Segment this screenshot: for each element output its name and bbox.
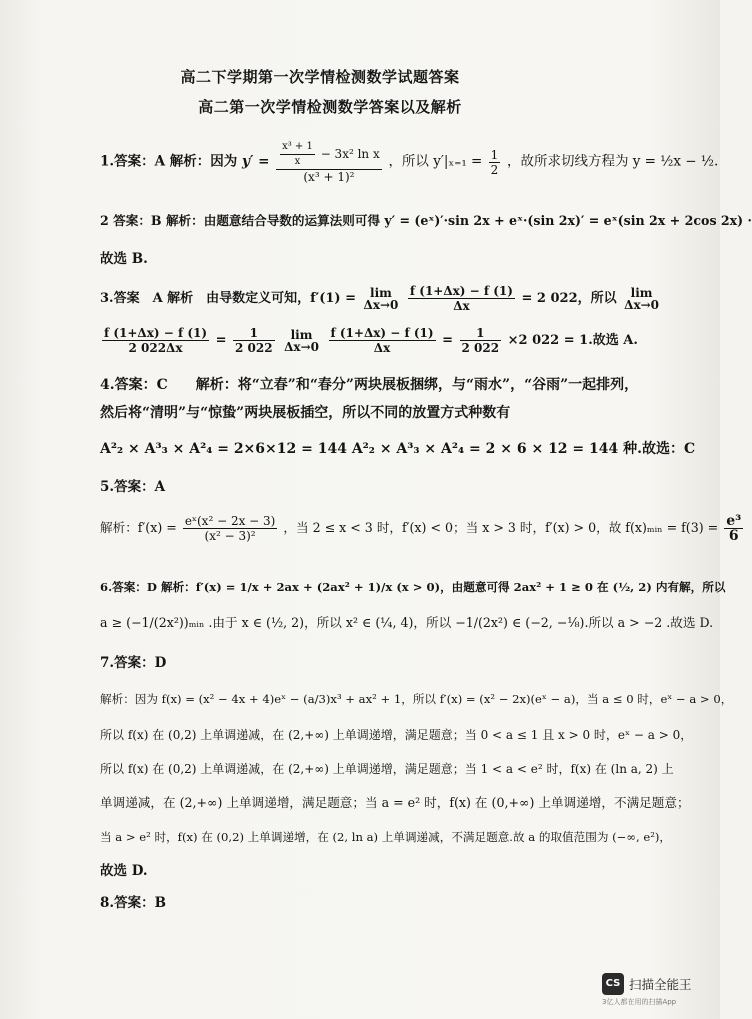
- q3-row2-mid-den: 2 022: [235, 341, 273, 355]
- q1-half-num: 1: [490, 147, 499, 162]
- q3-limit: [364, 287, 399, 311]
- q2-conclusion: 故选 B.: [100, 251, 148, 267]
- scanner-watermark: [602, 973, 712, 1007]
- q1-label: 1.答案：A 解析：因为: [100, 153, 238, 170]
- q4-line3: A²₂ × A³₃ × A²₄ = 2×6×12 = 144 A²₂ × A³₃ × A²₄ = 2 × 6 × 12 = 144 种.故选：C: [100, 441, 696, 457]
- q3-row2-num: f (1+Δx) − f (1): [104, 326, 208, 340]
- q3-row2-mid-num-2: 1: [460, 326, 502, 341]
- q5-result: [724, 514, 743, 543]
- q7-line5: 当 a > e² 时，f(x) 在 (0,2) 上单调递增，在 (2, ln a) 上单调递减，不满足题意.故 a 的取值范围为 (−∞, e²)，: [100, 830, 671, 844]
- q6-answer: 6.答案：D 解析：f′(x) = 1/x + 2ax + (2ax² + 1)/x (x > 0)，由题意可得 2ax² + 1 ≥ 0 在 (½, 2) 内有解，所以: [100, 580, 726, 594]
- q7-line1: 解析：因为 f(x) = (x² − 4x + 4)eˣ − (a/3)x³ + ax² + 1，所以 f′(x) = (x² − 2x)(eˣ − a)，当 a ≤ 0 时，eˣ − a > 0，: [100, 692, 733, 706]
- q3-answer: [100, 284, 700, 313]
- q3-row2-mid-den-2: 2 022: [461, 341, 500, 355]
- q1-tail: ，故所求切线方程为 y = ½x − ½.: [506, 153, 719, 170]
- q6-line2: a ≥ (−1/(2x²))ₘᵢₙ .由于 x ∈ (½, 2)，所以 x² ∈ (¼, 4)，所以 −1/(2x²) ∈ (−2, −⅛).所以 a > −2 .故选 D.: [100, 615, 714, 630]
- q5-analysis: [100, 513, 742, 544]
- q3-row2-lim-word: lim: [290, 327, 313, 342]
- q1-inner-num: x³ + 1: [280, 140, 315, 155]
- q1-den: (x³ + 1)²: [303, 170, 355, 184]
- q3-label: 3.答案 A 解析 由导数定义可知，f′(1) =: [100, 291, 356, 306]
- q3-row2-fraction: [102, 326, 209, 355]
- document-subtitle: 高二第一次学情检测数学答案以及解析: [198, 98, 462, 116]
- q3-fraction: [408, 284, 515, 313]
- q1-inner-den: x: [294, 156, 301, 167]
- q3-lim-under: Δx→0: [363, 297, 399, 312]
- q3-row2-mid-2: [460, 326, 502, 355]
- q5-fraction: [183, 514, 278, 543]
- q1-answer: [100, 140, 719, 184]
- q5-num: eˣ(x² − 2x − 3): [184, 514, 276, 528]
- q5-answer: 5.答案：A: [100, 479, 166, 495]
- q2-answer: 2 答案：B 解析：由题意结合导数的运算法则可得 y′ = (eˣ)′·sin 2x + eˣ·(sin 2x)′ = eˣ(sin 2x + 2cos 2x) ·: [100, 213, 752, 228]
- q4-line2: 然后将“清明”与“惊蛰”两块展板插空，所以不同的放置方式种数有: [100, 405, 511, 421]
- q1-half: [489, 148, 501, 177]
- q7-line3: 所以 f(x) 在 (0,2) 上单调递减，在 (2,+∞) 上单调递增，满足题意；当 1 < a < e² 时，f(x) 在 (ln a, 2) 上: [100, 762, 674, 776]
- q3-limit-2: [624, 287, 659, 311]
- q5-result-den: 6: [728, 528, 739, 544]
- q3-lim-under-2: Δx→0: [624, 297, 660, 312]
- q3-row2-fraction-2: [329, 326, 436, 355]
- q3-row2-num-2: f (1+Δx) − f (1): [330, 326, 434, 340]
- q3-row2-den: 2 022Δx: [128, 341, 183, 355]
- q5-den: (x² − 3)²: [204, 529, 256, 543]
- q4-answer: 4.答案：C 解析：将“立春”和“春分”两块展板捆绑，与“雨水”，“谷雨”一起排列，: [100, 377, 639, 393]
- q3-row2-mid: [233, 326, 275, 355]
- q3-row2: $\frac{f (1+\Delta x) - f (1)}{2 022\Delta x}$ = $\frac{1}{2 022}$ lim Δx→0 $\frac{f (1+\Delta x) - f (1)}{\Delta x}$ = $\frac{1}{2 022}$ ×2 022 = 1.故选 A.: [104, 326, 638, 355]
- q3-lim-word-2: lim: [630, 285, 653, 300]
- q3-row2-lim-under: Δx→0: [284, 339, 319, 354]
- q3-frac-den: Δx: [453, 299, 470, 313]
- q3-row2-mid-num: 1: [233, 326, 275, 341]
- q3-frac-num: f (1+Δx) − f (1): [409, 284, 513, 298]
- camscanner-logo-icon: CS: [602, 973, 624, 995]
- q3-row2-limit: [284, 329, 319, 353]
- q7-line2: 所以 f(x) 在 (0,2) 上单调递减，在 (2,+∞) 上单调递增，满足题意；当 0 < a ≤ 1 且 x > 0 时，eˣ − a > 0，: [100, 728, 693, 742]
- q5-rest: ，当 2 ≤ x < 3 时，f′(x) < 0；当 x > 3 时，f′(x) > 0，故 f(x)ₘᵢₙ = f(3) =: [283, 520, 719, 535]
- watermark-tagline: 3亿人都在用的扫描App: [602, 998, 677, 1006]
- q1-inner-tail: − 3x² ln x: [320, 147, 380, 161]
- q8-answer: 8.答案：B: [100, 895, 167, 911]
- watermark-brand: 扫描全能王: [629, 977, 692, 992]
- q3-lim-word: lim: [370, 285, 392, 300]
- q1-half-den: 2: [490, 162, 499, 177]
- q7-line4: 单调递减，在 (2,+∞) 上单调递增，满足题意；当 a = e² 时，f(x) 在 (0,+∞) 上单调递增，不满足题意；: [100, 795, 690, 810]
- q1-derivative-fraction: [276, 140, 382, 184]
- q5-analysis-label: 解析：f′(x) =: [100, 520, 177, 535]
- q1-lhs: y′ =: [241, 153, 270, 170]
- q5-result-num: e³: [726, 513, 742, 529]
- q7-answer: 7.答案：D: [100, 655, 167, 671]
- q3-row2-end: ×2 022 = 1.故选 A.: [507, 333, 638, 348]
- q1-mid: ，所以 y′|ₓ₌₁ =: [388, 153, 487, 170]
- q3-row2-den-2: Δx: [373, 341, 391, 355]
- q3-eq: = 2 022，所以: [521, 291, 617, 306]
- document-title: 高二下学期第一次学情检测数学试题答案: [180, 68, 460, 86]
- q7-conclusion: 故选 D.: [100, 863, 148, 879]
